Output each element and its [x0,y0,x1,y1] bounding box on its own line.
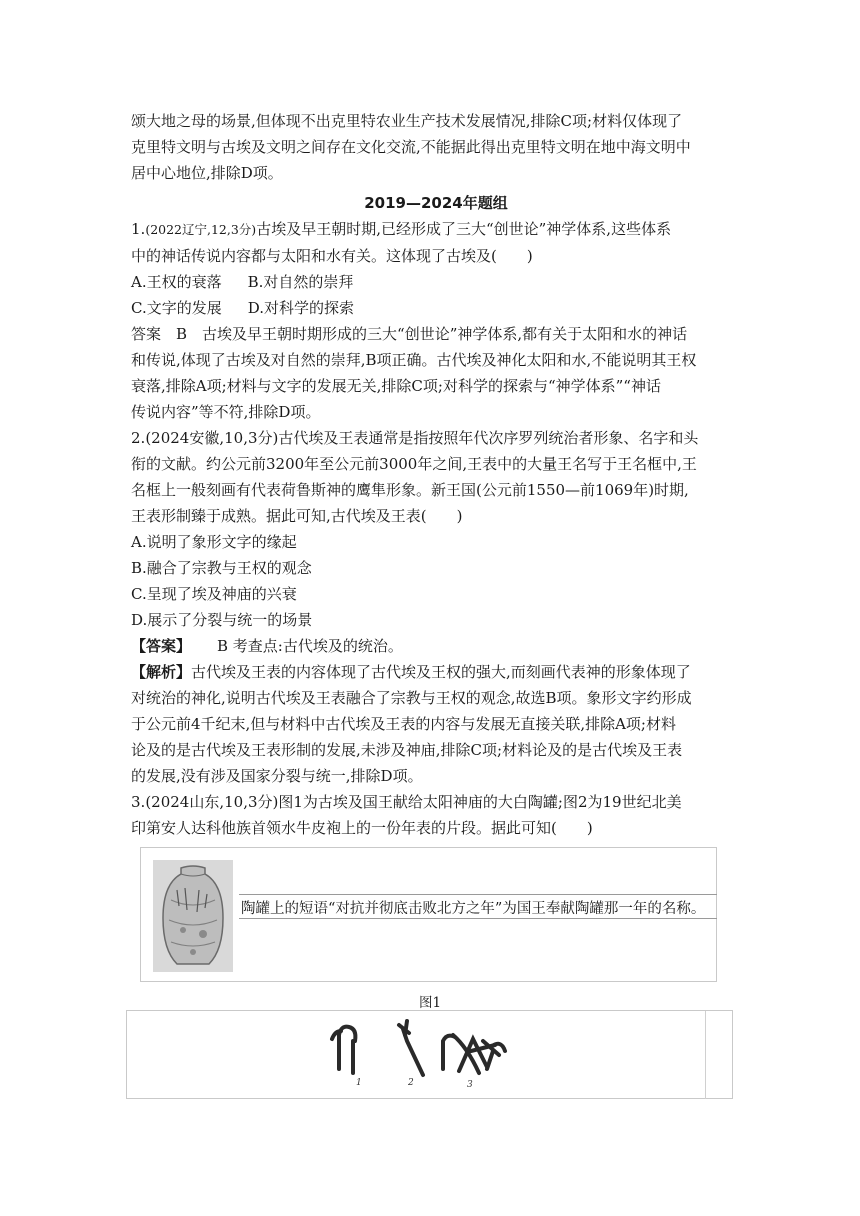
prev-analysis [131,108,741,186]
option-a: A.王权的衰落 [131,273,222,291]
question-stem: 图1为古埃及国王献给太阳神庙的大白陶罐;图2为19世纪北美 [278,793,682,811]
text-line: 衔的文献。约公元前3200年至公元前3000年之间,王表中的大量王名写于王名框中,王 [131,455,697,473]
text-line: 答案 B 古埃及早王朝时期形成的三大“创世论”神学体系,都有关于太阳和水的神话 [131,325,688,343]
question-number: 3. [131,793,146,811]
text-line: 居中心地位,排除D项。 [131,164,283,182]
caption-rule [239,894,717,895]
option-b: B.融合了宗教与王权的观念 [131,559,312,577]
answer-label: 【答案】 [131,637,192,655]
analysis-label: 【解析】 [131,663,192,681]
text-line: 于公元前4千纪末,但与材料中古代埃及王表的内容与发展无直接关联,排除A项;材料 [131,715,676,733]
caption-rule [239,918,717,919]
question-stem: 印第安人达科他族首领水牛皮袍上的一份年表的片段。据此可知( ) [131,819,593,837]
question-source: (2024山东,10,3分) [145,793,279,811]
glyph-number: 1 [356,1078,362,1088]
answer-2 [131,633,741,659]
text-line: 传说内容”等不符,排除D项。 [131,403,321,421]
text-line: 克里特文明与古埃及文明之间存在文化交流,不能据此得出克里特文明在地中海文明中 [131,138,691,156]
text-line: 王表形制臻于成熟。据此可知,古代埃及王表( ) [131,507,463,525]
question-number: 2. [131,429,146,447]
text-line: 名框上一般刻画有代表荷鲁斯神的鹰隼形象。新王国(公元前1550—前1069年)时期, [131,481,689,499]
option-c: C.呈现了埃及神庙的兴衰 [131,585,297,603]
options-row [131,269,741,295]
text-line: 颂大地之母的场景,但体现不出克里特农业生产技术发展情况,排除C项;材料仅体现了 [131,112,683,130]
text-line: 论及的是古代埃及王表形制的发展,未涉及神庙,排除C项;材料论及的是古代埃及王表 [131,741,683,759]
question-source: (2024安徽,10,3分) [145,429,279,447]
analysis-2 [131,659,741,789]
document-body [131,108,741,841]
question-3 [131,789,741,841]
figure-2 [126,1010,733,1099]
text-line: 和传说,体现了古埃及对自然的崇拜,B项正确。古代埃及神化太阳和水,不能说明其王权 [131,351,697,369]
question-1 [131,216,741,269]
jar-image [153,860,233,972]
question-number: 1. [131,220,146,238]
answer-text: B 考查点:古代埃及的统治。 [217,637,403,655]
question-stem: 古埃及早王朝时期,已经形成了三大“创世论”神学体系,这些体系 [256,220,672,238]
options-row [131,295,741,321]
option-c: C.文字的发展 [131,299,222,317]
analysis-text: 古代埃及王表的内容体现了古代埃及王权的强大,而刻画代表神的形象体现了 [191,663,691,681]
figure-1-label: 图1 [418,995,442,1011]
text-line: 衰落,排除A项;材料与文字的发展无关,排除C项;对科学的探索与“神学体系”“神话 [131,377,661,395]
text-line: 对统治的神化,说明古代埃及王表融合了宗教与王权的观念,故选B项。象形文字约形成 [131,689,692,707]
option-b: B.对自然的崇拜 [247,273,354,291]
answer-1 [131,321,741,425]
figure-divider [705,1011,706,1099]
option-a: A.说明了象形文字的缘起 [131,533,297,551]
question-stem: 古代埃及王表通常是指按照年代次序罗列统治者形象、名字和头 [278,429,699,447]
text-line: 的发展,没有涉及国家分裂与统一,排除D项。 [131,767,423,785]
glyph-number: 2 [408,1078,414,1088]
pictograph-image [127,1011,734,1100]
option-d: D.展示了分裂与统一的场景 [131,611,313,629]
question-stem: 中的神话传说内容都与太阳和水有关。这体现了古埃及( ) [131,247,533,265]
question-source: (2022辽宁,12,3分) [145,222,257,237]
glyph-number: 3 [467,1080,473,1090]
option-d: D.对科学的探索 [247,299,354,317]
question-2 [131,425,741,529]
figure-1 [140,847,717,982]
figure-1-caption: 陶罐上的短语“对抗并彻底击败北方之年”为国王奉献陶罐那一年的名称。 [241,901,706,917]
section-title: 2019—2024年题组 [364,194,508,212]
